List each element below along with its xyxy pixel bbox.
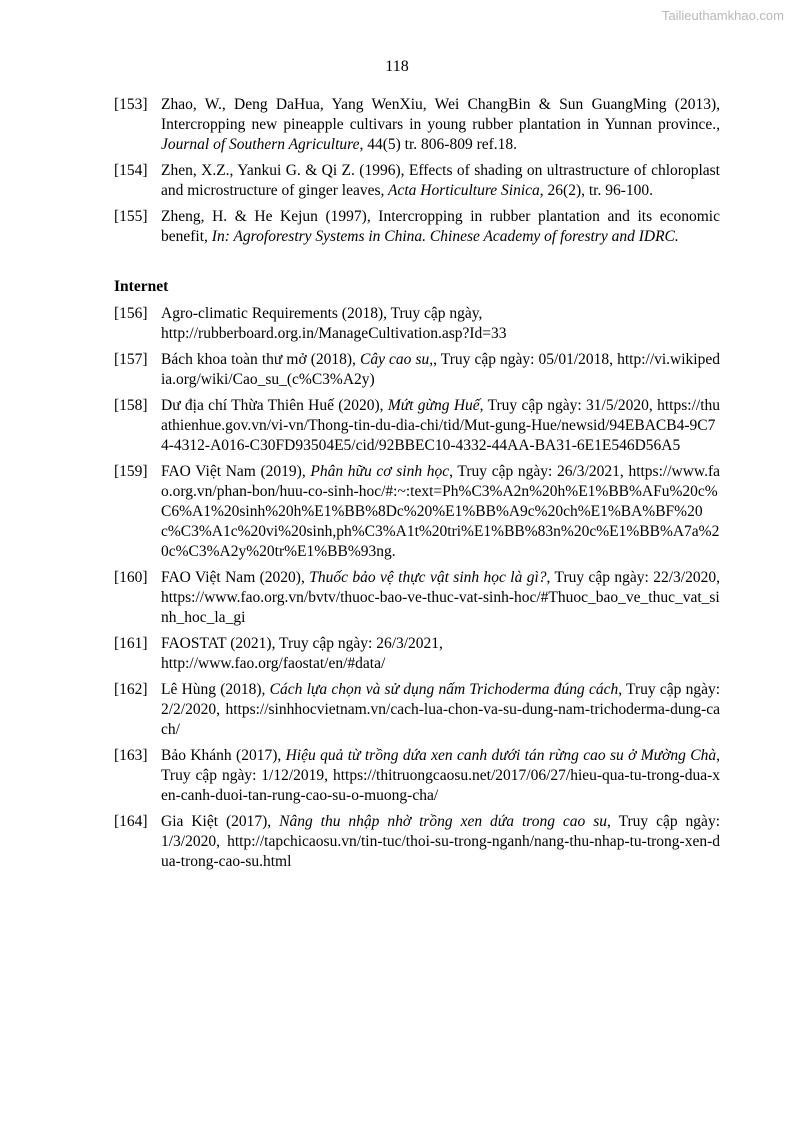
reference-text: Zhao, W., Deng DaHua, Yang WenXiu, Wei ChangBin & Sun GuangMing (2013), Intercropping new pineapple cultivars in young rubber plantation in Yunnan province., Journal of Southern Agriculture, 44(5) tr. 806-809 ref.18. (161, 96, 720, 153)
reference-text: Zheng, H. & He Kejun (1997), Intercropping in rubber plantation and its economic benefit, In: Agroforestry Systems in China. Chinese Academy of forestry and IDRC. (161, 208, 720, 245)
journal-title: , In: Agroforestry Systems in China. Chinese Academy of forestry and IDRC. (204, 228, 679, 245)
reference-url[interactable]: http://vi.wikipedia.org/wiki/Cao_su_(c%C3%A2y) (161, 351, 720, 388)
reference-item (114, 462, 720, 562)
reference-text: Agro-climatic Requirements (2018), Truy cập ngày, http://rubberboard.org.in/ManageCultivation.asp?Id=33 (161, 305, 507, 342)
reference-item (114, 95, 720, 155)
web-title: Hiệu quả từ trồng dứa xen canh dưới tán rừng cao su ở Mường Chà (285, 747, 717, 764)
reference-url[interactable]: https://www.fao.org.vn/bvtv/thuoc-bao-ve-thuc-vat-sinh-hoc/#Thuoc_bao_ve_thuc_vat_sinh_hoc_la_gi (161, 589, 720, 626)
reference-url[interactable]: http://rubberboard.org.in/ManageCultivation.asp?Id=33 (161, 325, 507, 342)
web-title: Cây cao su, (359, 351, 434, 368)
reference-url[interactable]: http://tapchicaosu.vn/tin-tuc/thoi-su-trong-nganh/nang-thu-nhap-tu-trong-xen-dua-trong-cao-su.html (161, 833, 720, 870)
reference-text: Lê Hùng (2018), Cách lựa chọn và sử dụng nấm Trichoderma đúng cách, Truy cập ngày: 2/2/2020, https://sinhhocvietnam.vn/cach-lua-chon-va-su-dung-nam-trichoderma-dung-cach/ (161, 681, 721, 738)
reference-url[interactable]: https://thuathienhue.gov.vn/vi-vn/Thong-tin-du-dia-chi/tid/Mut-gung-Hue/newsid/94EBACB4-9C74-4312-A016-C30FD93504E5/cid/92BBEC10-4332-44AA-BA31-6E1E546D56A5 (161, 397, 720, 454)
reference-item (114, 207, 720, 247)
reference-number: [157] (114, 351, 148, 368)
reference-item (114, 396, 720, 456)
reference-item (114, 161, 720, 201)
reference-url[interactable]: https://thitruongcaosu.net/2017/06/27/hieu-qua-tu-trong-dua-xen-canh-duoi-tan-rung-cao-su-o-muong-cha/ (161, 767, 720, 804)
reference-text: Bảo Khánh (2017), Hiệu quả từ trồng dứa xen canh dưới tán rừng cao su ở Mường Chà, Truy cập ngày: 1/12/2019, https://thitruongcaosu.net/2017/06/27/hieu-qua-tu-trong-dua-xen-canh-duoi-tan-rung-cao-su-o-muong-cha/ (161, 747, 720, 804)
web-title: Cách lựa chọn và sử dụng nấm Trichoderma đúng cách (269, 681, 619, 698)
web-title: Thuốc bảo vệ thực vật sinh học là gì? (309, 569, 547, 586)
reference-number: [159] (114, 463, 148, 480)
reference-text: FAOSTAT (2021), Truy cập ngày: 26/3/2021, http://www.fao.org/faostat/en/#data/ (161, 635, 443, 672)
reference-number: [163] (114, 747, 148, 764)
reference-number: [164] (114, 813, 148, 830)
reference-number: [160] (114, 569, 148, 586)
page-number: 118 (385, 58, 409, 75)
reference-text: FAO Việt Nam (2019), Phân hữu cơ sinh học, Truy cập ngày: 26/3/2021, https://www.fao.org.vn/phan-bon/huu-co-sinh-hoc/#:~:text=Ph%C3%A2n%20h%E1%BB%AFu%20c%C6%A1%20sinh%20h%E1%BB%8Dc%20%E1%BB%A9c%20ch%E1%BA%BF%20c%C3%A1c%20vi%20sinh,ph%C3%A1t%20tri%E1%BB%83n%20c%E1%BB%A7a%20c%C3%A2y%20tr%E1%BB%93ng. (161, 463, 720, 560)
reference-item (114, 350, 720, 390)
reference-item (114, 812, 720, 872)
reference-number: [158] (114, 397, 148, 414)
reference-item (114, 746, 720, 806)
reference-url[interactable]: https://www.fao.org.vn/phan-bon/huu-co-sinh-hoc/#:~:text=Ph%C3%A2n%20h%E1%BB%AFu%20c%C6%A1%20sinh%20h%E1%BB%8Dc%20%E1%BB%A9c%20ch%E1%BA%BF%20c%C3%A1c%20vi%20sinh,ph%C3%A1t%20tri%E1%BB%83n%20c%E1%BB%A7a%20c%C3%A2y%20tr%E1%BB%93ng. (161, 463, 720, 560)
reference-text: Dư địa chí Thừa Thiên Huế (2020), Mứt gừng Huế, Truy cập ngày: 31/5/2020, https://thuathienhue.gov.vn/vi-vn/Thong-tin-du-dia-chi/tid/Mut-gung-Hue/newsid/94EBACB4-9C74-4312-A016-C30FD93504E5/cid/92BBEC10-4332-44AA-BA31-6E1E546D56A5 (161, 397, 720, 454)
reference-number: [156] (114, 305, 148, 322)
reference-item (114, 634, 720, 674)
web-title: Mứt gừng Huế (387, 397, 480, 414)
reference-number: [162] (114, 681, 148, 698)
reference-item (114, 568, 720, 628)
journal-title: , Acta Horticulture Sinica (380, 182, 540, 199)
reference-number: [161] (114, 635, 148, 652)
section-heading-internet: Internet (114, 278, 169, 295)
reference-number: [155] (114, 208, 148, 225)
journal-title: , Journal of Southern Agriculture (161, 116, 720, 153)
web-title: Phân hữu cơ sinh học (310, 463, 450, 480)
reference-url[interactable]: https://sinhhocvietnam.vn/cach-lua-chon-va-su-dung-nam-trichoderma-dung-cach/ (161, 701, 720, 738)
web-title: Nâng thu nhập nhờ trồng xen dứa trong cao su (279, 813, 608, 830)
reference-number: [153] (114, 96, 148, 113)
reference-list (114, 95, 720, 878)
reference-item (114, 304, 720, 344)
reference-number: [154] (114, 162, 148, 179)
reference-text: FAO Việt Nam (2020), Thuốc bảo vệ thực vật sinh học là gì?, Truy cập ngày: 22/3/2020, https://www.fao.org.vn/bvtv/thuoc-bao-ve-thuc-vat-sinh-hoc/#Thuoc_bao_ve_thuc_vat_sinh_hoc_la_gi (161, 569, 720, 626)
reference-url[interactable]: http://www.fao.org/faostat/en/#data/ (161, 655, 386, 672)
reference-item (114, 680, 720, 740)
reference-text: Zhen, X.Z., Yankui G. & Qi Z. (1996), Effects of shading on ultrastructure of chloroplast and microstructure of ginger leaves, Acta Horticulture Sinica, 26(2), tr. 96-100. (161, 162, 720, 199)
reference-text: Bách khoa toàn thư mở (2018), Cây cao su,, Truy cập ngày: 05/01/2018, http://vi.wikipedia.org/wiki/Cao_su_(c%C3%A2y) (161, 351, 720, 388)
reference-text: Gia Kiệt (2017), Nâng thu nhập nhờ trồng xen dứa trong cao su, Truy cập ngày: 1/3/2020, http://tapchicaosu.vn/tin-tuc/thoi-su-trong-nganh/nang-thu-nhap-tu-trong-xen-dua-trong-cao-su.html (161, 813, 720, 870)
watermark: Tailieuthamkhao.com (661, 8, 784, 23)
